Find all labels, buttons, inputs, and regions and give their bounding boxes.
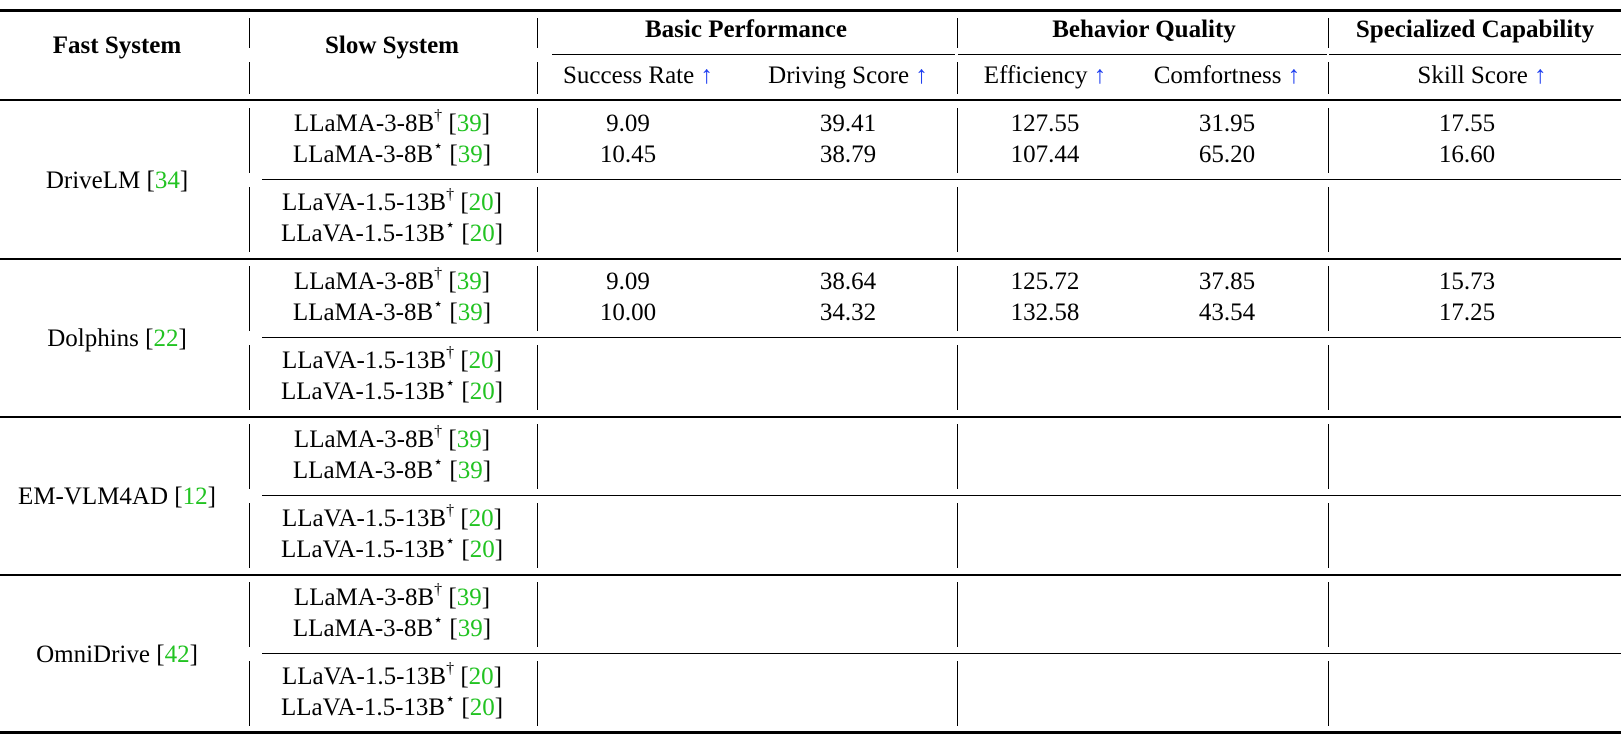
slow-system-name xyxy=(293,264,491,297)
citation-ref: 39 xyxy=(456,426,482,453)
metric-value-text: 9.09 xyxy=(606,110,650,137)
subgroup-rule xyxy=(262,653,1621,654)
citation-close: ] xyxy=(481,426,491,453)
citation-open: [ xyxy=(454,347,469,374)
column-separator xyxy=(249,661,250,726)
citation-open: [ xyxy=(442,426,457,453)
metric-value-text: 10.00 xyxy=(599,299,657,326)
citation-ref: 22 xyxy=(153,325,179,352)
metric-value-text: 39.41 xyxy=(819,110,877,137)
citation-close: ] xyxy=(493,189,503,216)
citation-close: ] xyxy=(481,584,491,611)
citation-ref: 42 xyxy=(164,641,190,668)
citation-open: [ xyxy=(455,220,470,247)
citation-open: [ xyxy=(442,110,457,137)
header-group-2 xyxy=(1356,15,1594,45)
header-metric-label: Skill Score xyxy=(1417,62,1535,89)
metric-value-text: 38.79 xyxy=(819,141,877,168)
fast-system-label: Dolphins xyxy=(47,325,146,352)
column-separator xyxy=(537,503,538,568)
citation-close: ] xyxy=(179,167,189,194)
header-separator xyxy=(1328,62,1329,94)
metric-value xyxy=(1439,109,1495,139)
metric-value xyxy=(1011,267,1080,297)
header-group-1 xyxy=(1052,15,1236,45)
citation-ref: 39 xyxy=(457,299,483,326)
citation-open: [ xyxy=(156,641,165,668)
metric-value xyxy=(1439,140,1495,170)
metric-value xyxy=(820,267,876,297)
header-metric-3 xyxy=(1154,61,1301,91)
slow-model-label: LLaVA-1.5-13B xyxy=(280,536,446,563)
header-metric-4 xyxy=(1417,61,1546,91)
citation-close: ] xyxy=(482,141,492,168)
column-separator xyxy=(1328,661,1329,726)
model-mark: † xyxy=(434,422,443,440)
citation-ref: 39 xyxy=(456,268,482,295)
column-separator xyxy=(249,424,250,489)
metric-value xyxy=(1199,267,1255,297)
slow-model-label: LLaMA-3-8B xyxy=(292,615,434,642)
citation-close: ] xyxy=(494,536,504,563)
header-fast-system xyxy=(53,31,181,61)
slow-model-label: LLaVA-1.5-13B xyxy=(281,505,447,532)
up-arrow-icon: ↑ xyxy=(1093,62,1107,89)
column-separator xyxy=(1328,108,1329,173)
citation-open: [ xyxy=(454,189,469,216)
model-mark: ⋆ xyxy=(433,137,444,155)
column-separator xyxy=(249,503,250,568)
column-separator xyxy=(957,187,958,252)
column-separator xyxy=(1328,424,1329,489)
metric-value-text: 132.58 xyxy=(1010,299,1080,326)
metric-value-text: 17.55 xyxy=(1438,110,1496,137)
citation-open: [ xyxy=(443,457,458,484)
up-arrow-icon: ↑ xyxy=(700,62,713,89)
metric-value xyxy=(1011,298,1080,328)
group-rule xyxy=(0,416,1621,418)
metric-value-text: 16.60 xyxy=(1438,141,1496,168)
citation-open: [ xyxy=(455,378,470,405)
citation-ref: 20 xyxy=(469,536,495,563)
citation-close: ] xyxy=(178,325,187,352)
citation-open: [ xyxy=(442,268,457,295)
citation-close: ] xyxy=(494,694,504,721)
metric-value xyxy=(1199,140,1255,170)
citation-ref: 39 xyxy=(456,584,482,611)
slow-system-name xyxy=(281,501,503,534)
header-separator xyxy=(957,18,958,48)
citation-open: [ xyxy=(443,299,458,326)
citation-open: [ xyxy=(454,505,469,532)
slow-system-name xyxy=(280,690,504,723)
metric-value xyxy=(600,298,656,328)
slow-system-name xyxy=(281,343,503,376)
column-separator xyxy=(537,424,538,489)
citation-close: ] xyxy=(482,299,492,326)
slow-system-name xyxy=(281,659,503,692)
slow-model-label: LLaVA-1.5-13B xyxy=(281,189,447,216)
column-separator xyxy=(249,582,250,647)
citation-ref: 39 xyxy=(456,110,482,137)
citation-close: ] xyxy=(482,457,492,484)
up-arrow-icon: ↑ xyxy=(1534,62,1547,89)
header-group-label: Behavior Quality xyxy=(1052,16,1236,43)
citation-ref: 20 xyxy=(468,189,494,216)
citation-ref: 39 xyxy=(457,615,483,642)
group-underline-basic xyxy=(552,54,955,55)
header-metric-label: Success Rate xyxy=(563,62,701,89)
fast-system-name xyxy=(46,166,188,196)
slow-model-label: LLaMA-3-8B xyxy=(292,299,434,326)
metric-value-text: 17.25 xyxy=(1438,299,1496,326)
fast-system-label: DriveLM xyxy=(45,167,147,194)
citation-open: [ xyxy=(455,536,470,563)
subgroup-rule xyxy=(262,337,1621,338)
citation-ref: 20 xyxy=(469,378,495,405)
citation-open: [ xyxy=(145,325,154,352)
model-mark: † xyxy=(446,185,455,203)
citation-ref: 20 xyxy=(468,663,494,690)
header-metric-0 xyxy=(563,61,713,91)
column-separator xyxy=(957,266,958,331)
column-separator xyxy=(1328,187,1329,252)
slow-system-name xyxy=(292,137,492,170)
metric-value xyxy=(606,109,650,139)
citation-ref: 20 xyxy=(468,347,494,374)
citation-close: ] xyxy=(482,615,492,642)
citation-close: ] xyxy=(189,641,198,668)
header-slow-system-label: Slow System xyxy=(324,32,460,59)
metric-value-text: 15.73 xyxy=(1438,268,1496,295)
model-mark: † xyxy=(434,106,443,124)
fast-system-name xyxy=(47,324,187,354)
model-mark: † xyxy=(434,264,443,282)
citation-close: ] xyxy=(494,378,504,405)
fast-system-name xyxy=(18,482,216,512)
subgroup-rule xyxy=(262,495,1621,496)
slow-system-name xyxy=(292,453,492,486)
slow-system-name xyxy=(293,106,491,139)
column-separator xyxy=(537,187,538,252)
citation-ref: 39 xyxy=(457,457,483,484)
citation-close: ] xyxy=(481,110,491,137)
up-arrow-icon: ↑ xyxy=(1287,62,1301,89)
metric-value-text: 38.64 xyxy=(819,268,877,295)
citation-close: ] xyxy=(493,663,503,690)
column-separator xyxy=(537,661,538,726)
header-separator xyxy=(957,62,958,94)
header-metric-1 xyxy=(768,61,928,91)
metric-value xyxy=(820,298,876,328)
metric-value-text: 10.45 xyxy=(599,141,657,168)
slow-system-name xyxy=(292,295,492,328)
citation-close: ] xyxy=(493,505,503,532)
column-separator xyxy=(957,108,958,173)
group-underline-special xyxy=(1329,54,1621,55)
citation-open: [ xyxy=(174,483,183,510)
slow-model-label: LLaMA-3-8B xyxy=(293,426,435,453)
model-mark: ⋆ xyxy=(445,532,456,550)
citation-ref: 12 xyxy=(182,483,208,510)
column-separator xyxy=(537,266,538,331)
metric-value xyxy=(1199,298,1255,328)
header-metric-2 xyxy=(984,61,1106,91)
model-mark: † xyxy=(446,501,455,519)
header-slow-system xyxy=(325,31,459,61)
model-mark: † xyxy=(434,580,443,598)
column-separator xyxy=(537,108,538,173)
metric-value-text: 127.55 xyxy=(1010,110,1080,137)
header-metric-label: Efficiency xyxy=(983,62,1094,89)
column-separator xyxy=(957,582,958,647)
citation-open: [ xyxy=(443,615,458,642)
fast-system-label: OmniDrive xyxy=(36,641,157,668)
metric-value xyxy=(1439,298,1495,328)
metric-value xyxy=(820,140,876,170)
column-separator xyxy=(1328,503,1329,568)
slow-model-label: LLaMA-3-8B xyxy=(292,141,434,168)
header-fast-system-label: Fast System xyxy=(52,32,182,59)
header-group-0 xyxy=(645,15,847,45)
column-separator xyxy=(957,345,958,410)
subgroup-rule xyxy=(262,179,1621,180)
column-separator xyxy=(1328,345,1329,410)
column-separator xyxy=(249,108,250,173)
column-separator xyxy=(1328,582,1329,647)
citation-open: [ xyxy=(455,694,470,721)
slow-system-name xyxy=(280,374,504,407)
metric-value-text: 125.72 xyxy=(1010,268,1080,295)
model-mark: ⋆ xyxy=(433,453,444,471)
header-separator xyxy=(249,62,250,94)
header-separator xyxy=(537,18,538,48)
group-rule xyxy=(0,258,1621,260)
model-mark: ⋆ xyxy=(433,611,444,629)
citation-close: ] xyxy=(207,483,216,510)
citation-close: ] xyxy=(481,268,491,295)
citation-ref: 20 xyxy=(469,694,495,721)
citation-close: ] xyxy=(493,347,503,374)
metric-value-text: 107.44 xyxy=(1010,141,1080,168)
header-separator xyxy=(249,18,250,48)
metric-value xyxy=(606,267,650,297)
citation-ref: 20 xyxy=(468,505,494,532)
column-separator xyxy=(249,187,250,252)
slow-model-label: LLaMA-3-8B xyxy=(293,584,435,611)
slow-model-label: LLaMA-3-8B xyxy=(292,457,434,484)
metric-value xyxy=(1199,109,1255,139)
slow-model-label: LLaVA-1.5-13B xyxy=(280,378,446,405)
up-arrow-icon: ↑ xyxy=(915,62,928,89)
column-separator xyxy=(249,345,250,410)
column-separator xyxy=(249,266,250,331)
citation-close: ] xyxy=(494,220,504,247)
column-separator xyxy=(1328,266,1329,331)
metric-value-text: 34.32 xyxy=(819,299,877,326)
citation-open: [ xyxy=(454,663,469,690)
slow-system-name xyxy=(280,216,504,249)
header-metric-label: Comfortness xyxy=(1153,62,1288,89)
metric-value xyxy=(1011,140,1080,170)
column-separator xyxy=(537,582,538,647)
slow-system-name xyxy=(292,611,492,644)
model-mark: ⋆ xyxy=(445,374,456,392)
fast-system-label: EM-VLM4AD xyxy=(18,483,175,510)
slow-model-label: LLaMA-3-8B xyxy=(293,268,435,295)
header-group-label: Basic Performance xyxy=(644,16,848,43)
model-mark: † xyxy=(446,659,455,677)
slow-system-name xyxy=(293,580,491,613)
slow-model-label: LLaVA-1.5-13B xyxy=(281,663,447,690)
citation-ref: 39 xyxy=(457,141,483,168)
bottom-rule xyxy=(0,731,1621,734)
slow-system-name xyxy=(293,422,491,455)
model-mark: ⋆ xyxy=(445,216,456,234)
header-separator xyxy=(1328,18,1329,48)
slow-system-name xyxy=(280,532,504,565)
column-separator xyxy=(957,503,958,568)
column-separator xyxy=(537,345,538,410)
metric-value-text: 37.85 xyxy=(1198,268,1256,295)
slow-system-name xyxy=(281,185,503,218)
column-separator xyxy=(957,424,958,489)
header-separator xyxy=(537,62,538,94)
model-mark: † xyxy=(446,343,455,361)
group-rule xyxy=(0,574,1621,576)
metric-value xyxy=(1011,109,1080,139)
header-rule xyxy=(0,99,1621,101)
slow-model-label: LLaVA-1.5-13B xyxy=(281,347,447,374)
metric-value xyxy=(600,140,656,170)
slow-model-label: LLaVA-1.5-13B xyxy=(280,220,446,247)
header-group-label: Specialized Capability xyxy=(1355,16,1595,43)
column-separator xyxy=(957,661,958,726)
model-mark: ⋆ xyxy=(445,690,456,708)
model-mark: ⋆ xyxy=(433,295,444,313)
metric-value-text: 9.09 xyxy=(606,268,650,295)
metric-value-text: 65.20 xyxy=(1198,141,1256,168)
slow-model-label: LLaMA-3-8B xyxy=(293,110,435,137)
fast-system-name xyxy=(36,640,198,670)
citation-ref: 20 xyxy=(469,220,495,247)
metric-value-text: 43.54 xyxy=(1198,299,1256,326)
group-underline-behavior xyxy=(958,54,1327,55)
metric-value-text: 31.95 xyxy=(1198,110,1256,137)
citation-ref: 34 xyxy=(154,167,180,194)
citation-open: [ xyxy=(146,167,155,194)
citation-open: [ xyxy=(442,584,457,611)
citation-open: [ xyxy=(443,141,458,168)
metric-value xyxy=(1439,267,1495,297)
slow-model-label: LLaVA-1.5-13B xyxy=(280,694,446,721)
metric-value xyxy=(820,109,876,139)
header-metric-label: Driving Score xyxy=(768,62,916,89)
top-rule xyxy=(0,9,1621,12)
